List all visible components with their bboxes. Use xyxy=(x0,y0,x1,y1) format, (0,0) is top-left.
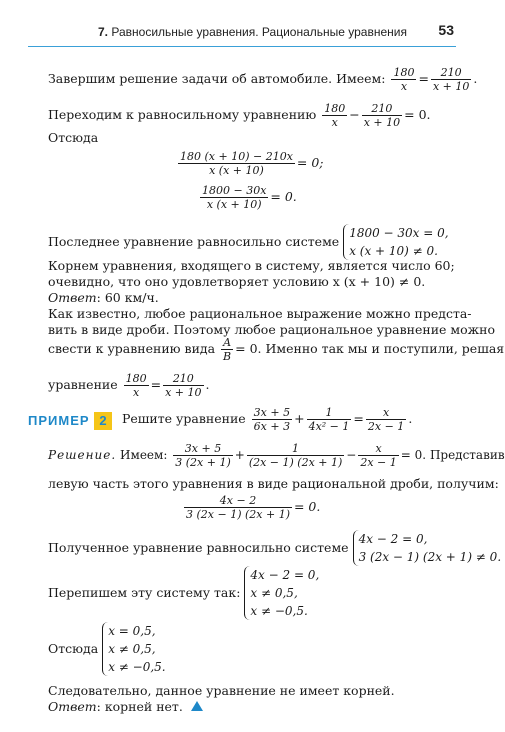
system-line: 1800 − 30x = 0, xyxy=(349,226,449,240)
text: Отсюда xyxy=(48,641,99,656)
page-header xyxy=(28,22,456,44)
rhs: = 0. xyxy=(404,107,431,122)
paragraph-11: Следовательно, данное уравнение не имеет корней. xyxy=(48,683,395,698)
solution-label: Решение. xyxy=(48,448,117,462)
numerator: 1800 − 30x xyxy=(202,184,267,197)
fraction xyxy=(431,66,471,93)
equation-3 xyxy=(182,494,320,521)
text: Завершим решение задачи об автомобиле. Имеем: xyxy=(48,71,386,86)
paragraph-4 xyxy=(48,224,449,260)
fraction xyxy=(322,102,347,129)
denominator: x xyxy=(331,116,338,129)
text: Именно так мы и поступили, решая xyxy=(265,341,505,356)
system-2 xyxy=(353,530,502,566)
fraction xyxy=(307,406,352,433)
denominator: x (x + 10) xyxy=(206,198,262,211)
system-line: x ≠ 0,5, xyxy=(108,642,156,656)
numerator: 4x − 2 xyxy=(184,494,292,508)
fraction xyxy=(247,442,344,469)
system-line: x ≠ −0,5. xyxy=(250,604,308,618)
page-number: 53 xyxy=(438,22,454,38)
example-number: 2 xyxy=(94,412,112,430)
answer-text: : корней нет. xyxy=(96,699,183,714)
paragraph-3: Отсюда xyxy=(48,130,99,145)
system-line: 4x − 2 = 0, xyxy=(358,532,428,546)
text: Последнее уравнение равносильно системе xyxy=(48,234,340,249)
fraction xyxy=(362,102,402,129)
paragraph-7: левую часть этого уравнения в виде рациональной дроби, получим: xyxy=(48,476,499,491)
answer-1 xyxy=(48,290,159,306)
denominator: x xyxy=(400,80,408,93)
answer-label: Ответ xyxy=(48,290,97,305)
denominator: x + 10 xyxy=(165,386,202,399)
denominator: 6x + 3 xyxy=(253,420,291,433)
paragraph-5b: очевидно, что оно удовлетворяет условию x (x + 10) ≠ 0. xyxy=(48,274,426,289)
rhs: = 0. xyxy=(235,341,262,356)
equation-2 xyxy=(198,184,297,211)
paragraph-1: Завершим решение задачи об автомобиле. Имеем: $\frac{180}{x}$ = $\frac{210}{x + 10}$ . xyxy=(48,66,478,93)
denominator: x xyxy=(133,386,140,399)
denominator: x + 10 xyxy=(363,116,401,129)
text: Представив xyxy=(429,448,505,462)
section-number: 7. xyxy=(98,25,109,39)
fraction xyxy=(163,372,203,399)
system-line: x = 0,5, xyxy=(108,624,156,638)
system-line: x ≠ −0,5. xyxy=(108,660,166,674)
rhs: = 0. xyxy=(270,189,297,204)
section-title: Равносильные уравнения. Рациональные уравнения xyxy=(111,25,407,39)
rhs: = 0. xyxy=(293,499,321,514)
numerator: x xyxy=(358,442,398,456)
text: Имеем: xyxy=(120,448,168,462)
fraction xyxy=(200,184,268,211)
rhs: = 0; xyxy=(296,155,324,170)
paragraph-9 xyxy=(48,566,319,620)
answer-2 xyxy=(48,699,203,715)
numerator: A xyxy=(221,336,233,350)
paragraph-6c xyxy=(48,336,504,363)
example-task: Решите уравнение $\frac{3x + 5}{6x + 3}$ + $\frac{1}{\text{4x² − 1}}$ = $\frac{x}{2x - 1}$ . xyxy=(122,406,413,433)
numerator: 180 xyxy=(125,372,147,385)
numerator: 180 xyxy=(324,102,346,115)
paragraph-5a: Корнем уравнения, входящего в систему, является число 60; xyxy=(48,258,455,273)
system-line: 3 (2x − 1) (2x + 1) ≠ 0. xyxy=(358,550,502,564)
text: Перепишем эту систему так: xyxy=(48,585,241,600)
equation-1 xyxy=(176,150,324,177)
denominator: 3 (2x − 1) (2x + 1) xyxy=(186,508,290,521)
fraction xyxy=(178,150,295,177)
system-line: x ≠ 0,5, xyxy=(250,586,298,600)
denominator: (2x − 1) (2x + 1) xyxy=(248,456,343,469)
text: Переходим к равносильному уравнению xyxy=(48,107,317,122)
system-3 xyxy=(244,566,319,620)
denominator: x (x + 10) xyxy=(209,164,264,177)
denominator: x + 10 xyxy=(432,80,470,93)
system-1 xyxy=(343,224,448,260)
fraction xyxy=(358,442,398,469)
numerator: 210 xyxy=(362,102,402,116)
numerator: x xyxy=(366,406,406,420)
example-label: ПРИМЕР xyxy=(28,413,90,428)
denominator: 3 (2x + 1) xyxy=(175,456,231,469)
fraction xyxy=(391,66,416,93)
chapter-title xyxy=(98,25,407,39)
header-divider xyxy=(28,46,456,47)
answer-text: : 60 км/ч. xyxy=(96,290,159,305)
denominator: 2x − 1 xyxy=(360,456,397,469)
fraction xyxy=(221,336,233,363)
numerator: 210 xyxy=(163,372,203,386)
paragraph-2: Переходим к равносильному уравнению $\frac{180}{x}$ − $\frac{210}{x + 10}$ = 0. xyxy=(48,102,431,129)
fraction xyxy=(366,406,406,433)
text: уравнение xyxy=(48,377,118,392)
numerator: 180 (x + 10) − 210x xyxy=(180,150,293,163)
fraction xyxy=(184,494,292,521)
triangle-icon xyxy=(191,701,203,711)
solution-line: Решение. Имеем: $\frac{3x + 5}{3 (2x + 1)}$ + $\frac{1}{(2x - 1) (2x + 1)}$ − $\frac{x}{2x - 1}$ = 0. Представив xyxy=(48,442,505,469)
numerator: 180 xyxy=(393,66,415,79)
numerator: 3x + 5 xyxy=(173,442,233,456)
system-line: 4x − 2 = 0, xyxy=(250,568,320,582)
fraction xyxy=(124,372,149,399)
numerator: 1 xyxy=(307,406,352,420)
system-line: x (x + 10) ≠ 0. xyxy=(349,244,438,258)
paragraph-6b: вить в виде дроби. Поэтому любое рациональное уравнение можно xyxy=(48,322,496,337)
rhs: = 0. xyxy=(400,448,427,462)
text: Решите уравнение xyxy=(122,411,246,426)
numerator: 3x + 5 xyxy=(253,406,291,419)
numerator: 210 xyxy=(431,66,471,80)
paragraph-6a: Как известно, любое рациональное выражение можно предста- xyxy=(48,306,472,321)
denominator: 4x² − 1 xyxy=(308,420,350,433)
fraction xyxy=(173,442,233,469)
denominator: B xyxy=(223,350,232,363)
numerator: 1 xyxy=(247,442,344,456)
paragraph-6e: уравнение $\frac{180}{x}$ = $\frac{210}{x + 10}$ . xyxy=(48,372,210,399)
fraction xyxy=(252,406,292,433)
answer-label: Ответ xyxy=(48,699,97,714)
text: свести к уравнению вида xyxy=(48,341,216,356)
paragraph-10 xyxy=(48,622,166,676)
system-4 xyxy=(102,622,165,676)
paragraph-8 xyxy=(48,530,501,566)
text: Полученное уравнение равносильно системе xyxy=(48,540,349,555)
denominator: 2x − 1 xyxy=(367,420,405,433)
